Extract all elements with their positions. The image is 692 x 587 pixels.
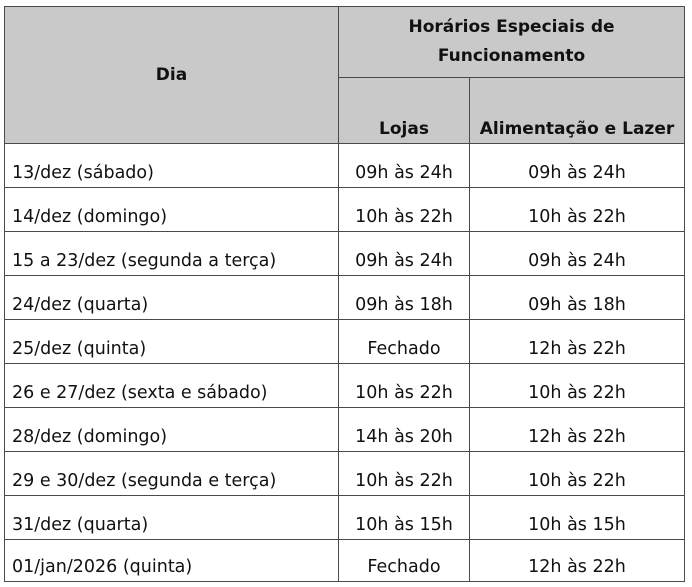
day-cell: 28/dez (domingo) — [5, 408, 339, 452]
table-row — [5, 496, 685, 540]
table-header — [5, 7, 685, 144]
food-leisure-hours-cell: 09h às 24h — [470, 144, 685, 188]
header-stores: Lojas — [339, 78, 470, 144]
food-leisure-hours-cell: 10h às 15h — [470, 496, 685, 540]
table-row — [5, 408, 685, 452]
stores-hours-cell: 10h às 22h — [339, 188, 470, 232]
header-special-hours-label: Horários Especiais de Funcionamento — [408, 17, 615, 66]
table-row — [5, 232, 685, 276]
day-cell: 14/dez (domingo) — [5, 188, 339, 232]
stores-hours-cell: 14h às 20h — [339, 408, 470, 452]
table-row — [5, 452, 685, 496]
food-leisure-hours-cell: 10h às 22h — [470, 364, 685, 408]
stores-hours-cell: 09h às 18h — [339, 276, 470, 320]
day-cell: 25/dez (quinta) — [5, 320, 339, 364]
day-cell: 26 e 27/dez (sexta e sábado) — [5, 364, 339, 408]
table-row — [5, 276, 685, 320]
table-row — [5, 320, 685, 364]
stores-hours-cell: 09h às 24h — [339, 232, 470, 276]
food-leisure-hours-cell: 10h às 22h — [470, 452, 685, 496]
day-cell: 29 e 30/dez (segunda e terça) — [5, 452, 339, 496]
food-leisure-hours-cell: 12h às 22h — [470, 408, 685, 452]
header-row-top — [5, 7, 685, 78]
table-row — [5, 188, 685, 232]
food-leisure-hours-cell: 12h às 22h — [470, 540, 685, 582]
day-cell: 13/dez (sábado) — [5, 144, 339, 188]
stores-hours-cell: 10h às 22h — [339, 452, 470, 496]
food-leisure-hours-cell: 09h às 24h — [470, 232, 685, 276]
food-leisure-hours-cell: 12h às 22h — [470, 320, 685, 364]
stores-hours-cell: Fechado — [339, 320, 470, 364]
stores-hours-cell: 09h às 24h — [339, 144, 470, 188]
stores-hours-cell: 10h às 22h — [339, 364, 470, 408]
food-leisure-hours-cell: 10h às 22h — [470, 188, 685, 232]
stores-hours-cell: Fechado — [339, 540, 470, 582]
day-cell: 31/dez (quarta) — [5, 496, 339, 540]
food-leisure-hours-cell: 09h às 18h — [470, 276, 685, 320]
day-cell: 01/jan/2026 (quinta) — [5, 540, 339, 582]
header-special-hours — [339, 7, 685, 78]
table-row — [5, 540, 685, 582]
day-cell: 15 a 23/dez (segunda a terça) — [5, 232, 339, 276]
holiday-hours-table — [4, 6, 685, 582]
stores-hours-cell: 10h às 15h — [339, 496, 470, 540]
table-body — [5, 144, 685, 582]
day-cell: 24/dez (quarta) — [5, 276, 339, 320]
header-food-leisure: Alimentação e Lazer — [470, 78, 685, 144]
header-day: Dia — [5, 7, 339, 144]
table-row — [5, 364, 685, 408]
table-row — [5, 144, 685, 188]
